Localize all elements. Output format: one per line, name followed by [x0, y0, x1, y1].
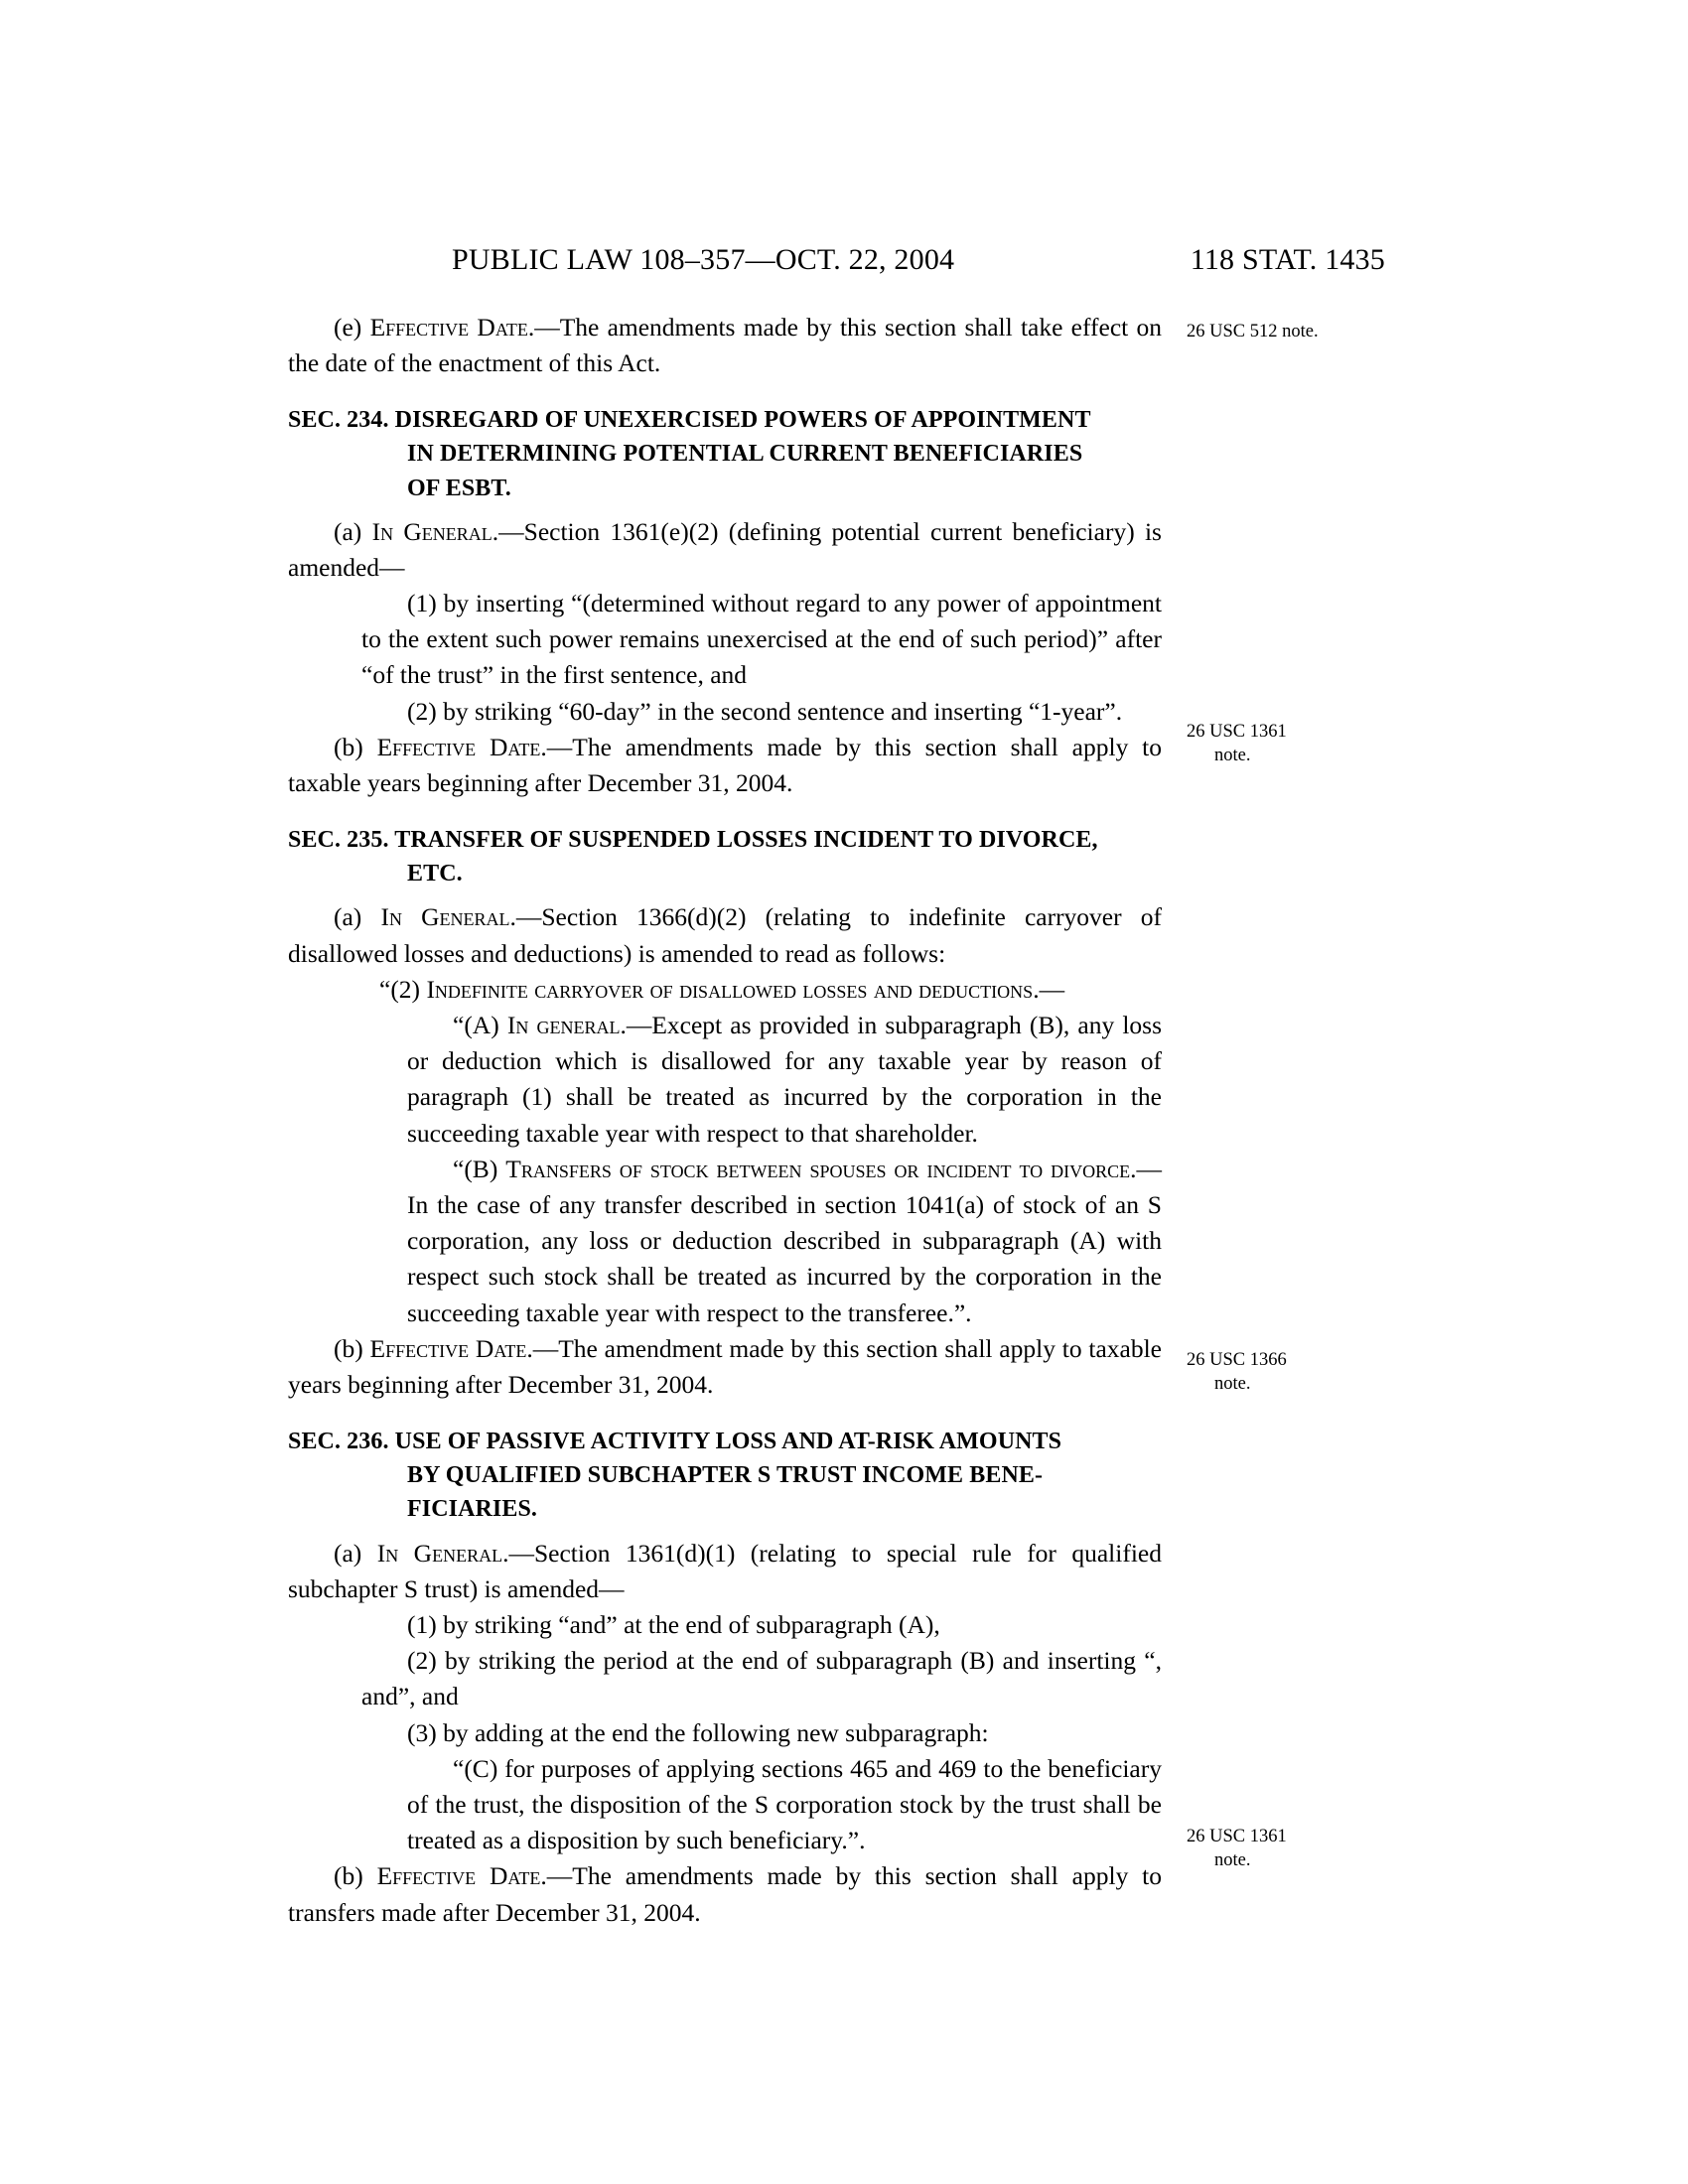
- paragraph-text: .—Section 1366(d)(2) (relating to indefinite carryover of disallowed losses and deductions) is amended to read as follows:: [288, 902, 1162, 968]
- section-heading-line: BY QUALIFIED SUBCHAPTER S TRUST INCOME BENE-: [407, 1462, 1044, 1489]
- side-note-line: 26 USC 512 note.: [1187, 322, 1319, 341]
- section-heading-236: [288, 1425, 1162, 1526]
- side-note-line: 26 USC 1366: [1187, 1350, 1287, 1370]
- paragraph-text: .—The amendments made by this section shall apply to taxable years beginning after December 31, 2004.: [288, 732, 1163, 798]
- paragraph-234b: [288, 730, 1162, 801]
- paragraph-heading-smallcaps: Effective Date: [376, 732, 541, 761]
- paragraph-234a: [288, 514, 1162, 586]
- paragraph-label: (b): [334, 1333, 370, 1363]
- paragraph-label: (a): [334, 1538, 377, 1568]
- side-note-usc-1366: [1187, 1348, 1385, 1396]
- running-head-left: PUBLIC LAW 108–357—OCT. 22, 2004: [452, 243, 955, 276]
- section-heading-235: [288, 823, 1162, 890]
- paragraph-236a: [288, 1536, 1162, 1607]
- paragraph-text: .—: [1033, 974, 1065, 1004]
- paragraph-234a-1: (1) by inserting “(determined without regard to any power of appointment to the extent such power remains unexercised at the end of such period)” after “of the trust” in the first sentence, and: [361, 589, 1162, 690]
- paragraph-text: .—Section 1361(e)(2) (defining potential current beneficiary) is amended—: [288, 516, 1162, 582]
- paragraph-heading-smallcaps: In General: [371, 516, 492, 546]
- paragraph-text: .—In the case of any transfer described in section 1041(a) of stock of an S corporation, any loss or deduction described in subparagraph (A) with respect such stock shall be treated as incurred by the corporation in the succeeding taxable year with respect to the transferee.”.: [407, 1154, 1162, 1327]
- section-heading-234: [288, 403, 1162, 504]
- paragraph-label: “(B): [453, 1154, 506, 1183]
- paragraph-text: .—Except as provided in subparagraph (B), any loss or deduction which is disallowed for any taxable year by reason of paragraph (1) shall be treated as incurred by the corporation in the succeeding taxable year with respect to that shareholder.: [407, 1011, 1163, 1148]
- section-heading-line: SEC. 234. DISREGARD OF UNEXERCISED POWERS OF APPOINTMENT: [288, 407, 1091, 434]
- paragraph-236a-1: (1) by striking “and” at the end of subparagraph (A),: [407, 1609, 940, 1639]
- paragraph-e-effective-date: [288, 310, 1162, 381]
- section-heading-line: FICIARIES.: [407, 1496, 538, 1523]
- side-note-usc-512: [1187, 320, 1385, 343]
- quoted-subparagraph-C: “(C) for purposes of applying sections 465 and 469 to the beneficiary of the trust, the disposition of the S corporation stock by the trust shall be treated as a disposition by such beneficiary.”.: [407, 1753, 1162, 1855]
- paragraph-236a-2: (2) by striking the period at the end of subparagraph (B) and inserting “, and”, and: [361, 1646, 1162, 1711]
- paragraph-label: (a): [334, 516, 372, 546]
- paragraph-236b: [288, 1858, 1162, 1930]
- paragraph-heading-smallcaps: In General: [376, 1538, 503, 1568]
- paragraph-235a: [288, 899, 1162, 971]
- paragraph-heading-smallcaps: Indefinite carryover of disallowed losses and deductions: [426, 974, 1034, 1004]
- paragraph-235b: [288, 1331, 1162, 1403]
- side-note-line: note.: [1214, 1850, 1251, 1871]
- paragraph-heading-smallcaps: In General: [380, 902, 510, 932]
- paragraph-label: (b): [334, 1861, 377, 1891]
- paragraph-234a-2: (2) by striking “60-day” in the second sentence and inserting “1-year”.: [407, 696, 1123, 726]
- running-head-right: 118 STAT. 1435: [1190, 243, 1385, 276]
- side-note-usc-1361-a: [1187, 720, 1385, 767]
- side-note-line: 26 USC 1361: [1187, 722, 1287, 742]
- paragraph-heading-smallcaps: Effective Date: [376, 1861, 541, 1891]
- section-heading-line: OF ESBT.: [407, 475, 511, 501]
- paragraph-label: “(A): [453, 1011, 507, 1040]
- side-note-line: note.: [1214, 1374, 1251, 1395]
- side-note-usc-1361-b: [1187, 1825, 1385, 1872]
- quoted-subparagraph-B: [407, 1152, 1162, 1331]
- paragraph-heading-smallcaps: Transfers of stock between spouses or incident to divorce: [505, 1154, 1131, 1183]
- paragraph-label: (b): [334, 732, 377, 761]
- paragraph-heading-smallcaps: Effective Date: [369, 1333, 527, 1363]
- body-column: [288, 310, 1162, 1931]
- quoted-subparagraph-A: [407, 1008, 1162, 1152]
- side-note-line: note.: [1214, 746, 1251, 766]
- paragraph-label: “(2): [379, 974, 427, 1004]
- paragraph-text: .—Section 1361(d)(1) (relating to special rule for qualified subchapter S trust) is amended—: [288, 1538, 1162, 1603]
- paragraph-label: (a): [334, 902, 381, 932]
- side-note-line: 26 USC 1361: [1187, 1827, 1287, 1846]
- section-heading-line: SEC. 236. USE OF PASSIVE ACTIVITY LOSS AND AT-RISK AMOUNTS: [288, 1429, 1062, 1455]
- section-heading-line: IN DETERMINING POTENTIAL CURRENT BENEFICIARIES: [407, 441, 1083, 468]
- section-heading-line: ETC.: [407, 861, 463, 887]
- quoted-paragraph-2: [334, 972, 1162, 1008]
- paragraph-text: .—The amendments made by this section shall take effect on the date of the enactment of this Act.: [288, 313, 1162, 378]
- paragraph-236a-3: (3) by adding at the end the following new subparagraph:: [407, 1717, 989, 1747]
- paragraph-heading-smallcaps: Effective Date: [369, 313, 528, 341]
- section-heading-line: SEC. 235. TRANSFER OF SUSPENDED LOSSES INCIDENT TO DIVORCE,: [288, 827, 1098, 854]
- paragraph-text: .—The amendment made by this section shall apply to taxable years beginning after December 31, 2004.: [288, 1333, 1163, 1400]
- paragraph-text: .—The amendments made by this section shall apply to transfers made after December 31, 2004.: [288, 1861, 1163, 1927]
- paragraph-label: (e): [334, 313, 370, 341]
- paragraph-heading-smallcaps: In general: [506, 1011, 621, 1040]
